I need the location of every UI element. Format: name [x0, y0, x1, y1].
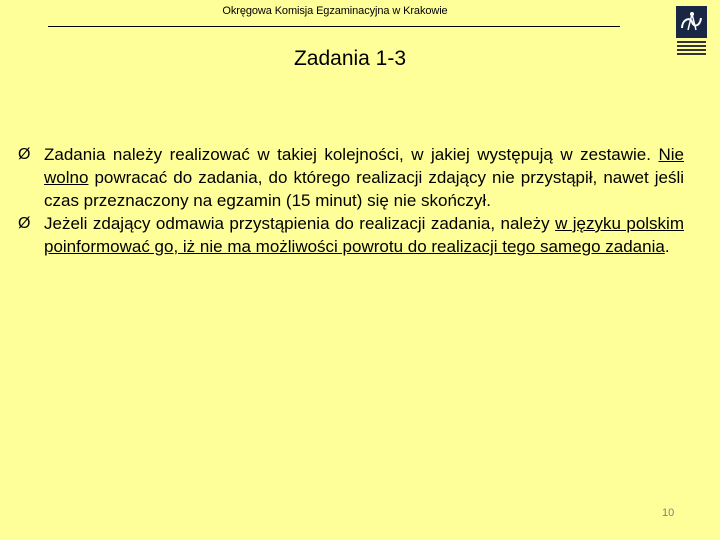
header-divider: [48, 26, 620, 27]
underlined-text: Nie wolno: [44, 145, 684, 187]
bullet-item: [18, 143, 684, 212]
bullet-item: [18, 212, 684, 258]
bullet-text: Jeżeli zdający odmawia przystąpienia do realizacji zadania, należy: [44, 214, 556, 233]
underlined-text: w języku polskim poinformować go, iż nie ma możliwości powrotu do realizacji tego samego zadania: [44, 214, 684, 256]
header-organization-name: Okręgowa Komisja Egzaminacyjna w Krakowie: [222, 5, 448, 17]
arrow-bullet-icon: Ø: [18, 215, 31, 232]
arrow-bullet-icon: Ø: [18, 146, 31, 163]
slide-content: [18, 143, 684, 258]
bullet-text: .: [664, 237, 670, 256]
page-number: 10: [662, 507, 675, 519]
slide-title: Zadania 1-3: [293, 47, 407, 70]
bullet-text: Zadania należy realizować w takiej kolejności, w jakiej występują w zestawie.: [44, 145, 659, 164]
logo-emblem: [676, 6, 707, 38]
bullet-text: powracać do zadania, do którego realizacji zdający nie przystąpił, nawet jeśli czas przeznaczony na egzamin (15 minut) się nie skończył.: [44, 168, 684, 210]
